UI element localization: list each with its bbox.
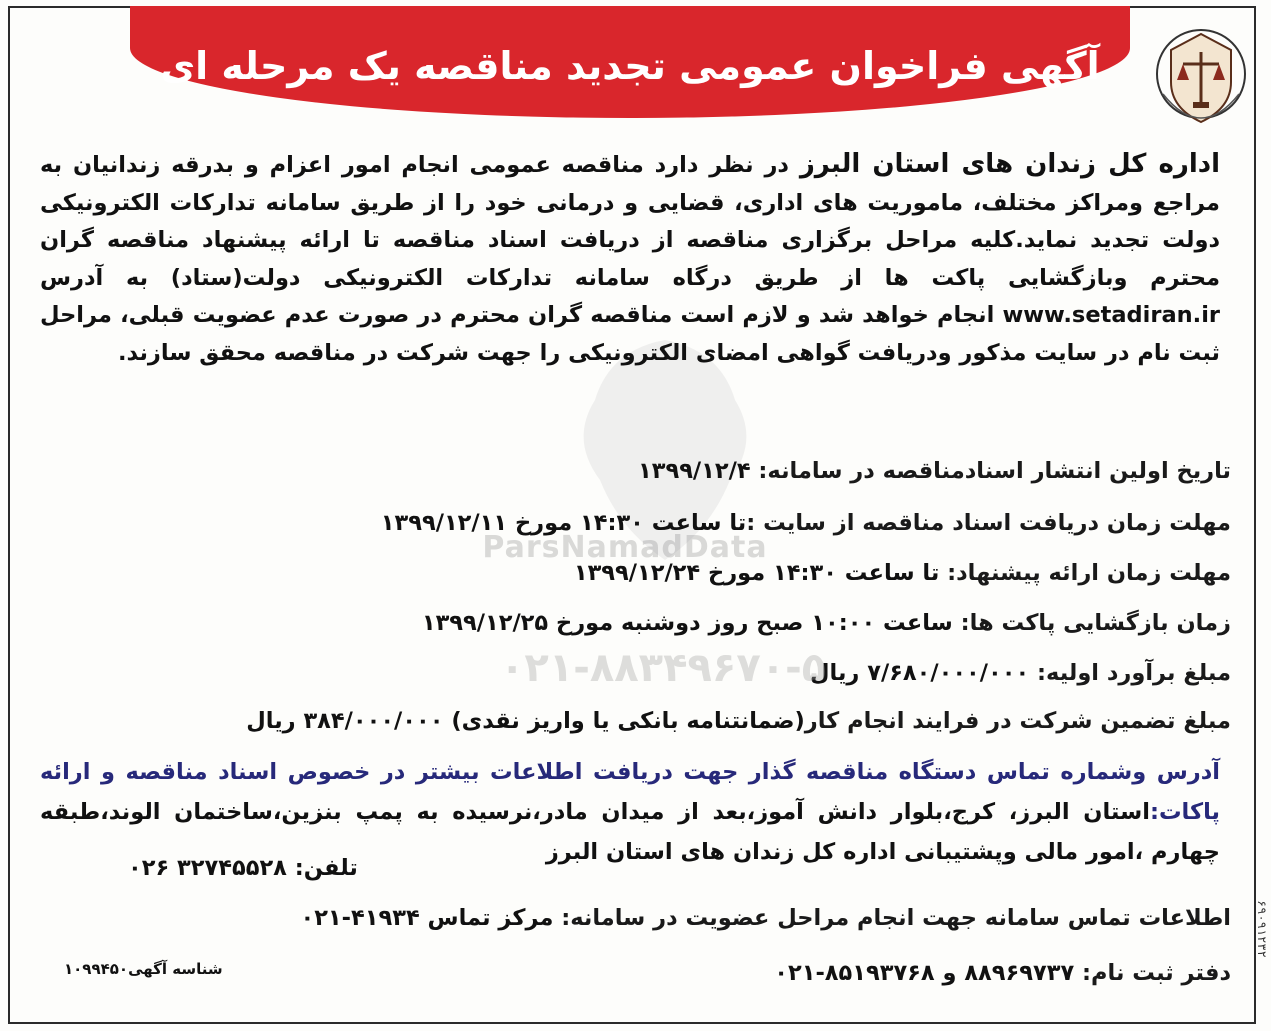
detail-value: تا ساعت ۱۴:۳۰ مورخ ۱۳۹۹/۱۲/۱۱ bbox=[380, 510, 747, 536]
phone-label: تلفن: bbox=[294, 855, 358, 881]
detail-value: (ضمانتنامه بانکی یا واریز نقدی) ۳۸۴/۰۰۰/۰۰۰ ریال bbox=[246, 708, 805, 734]
detail-label: تاریخ اولین انتشار اسنادمناقصه در سامانه: bbox=[758, 458, 1231, 484]
detail-label: مهلت زمان دریافت اسناد مناقصه از سایت : bbox=[746, 510, 1231, 536]
contact-address: استان البرز، کرج،بلوار دانش آموز،بعد از میدان مادر،نرسیده به پمپ بنزین،ساختمان الوند،طبقه چهارم ،امور مالی وپشتیبانی اداره کل زندان های استان البرز bbox=[40, 799, 1220, 865]
system-contact-label: اطلاعات تماس سامانه جهت انجام مراحل عضویت در سامانه: bbox=[561, 905, 1231, 931]
detail-label: مهلت زمان ارائه پیشنهاد: bbox=[947, 560, 1231, 586]
system-contact-row bbox=[300, 905, 1231, 931]
detail-label: مبلغ تضمین شرکت در فرایند انجام کار bbox=[804, 708, 1231, 734]
ad-title: آگهی فراخوان عمومی تجدید مناقصه یک مرحله ای bbox=[160, 44, 1100, 88]
intro-paragraph bbox=[40, 146, 1220, 372]
registration-row bbox=[774, 960, 1231, 986]
system-contact-value: مرکز تماس ۴۱۹۳۴-۰۲۱ bbox=[300, 905, 562, 931]
intro-lead: اداره کل زندان های استان البرز bbox=[799, 149, 1220, 179]
detail-row-opening-time bbox=[422, 610, 1231, 636]
detail-value: تا ساعت ۱۴:۳۰ مورخ ۱۳۹۹/۱۲/۲۴ bbox=[573, 560, 948, 586]
detail-row-publish-date bbox=[638, 458, 1231, 484]
detail-value: ۱۳۹۹/۱۲/۴ bbox=[638, 458, 759, 484]
detail-label: زمان بازگشایی پاکت ها: bbox=[960, 610, 1231, 636]
detail-row-estimated-amount bbox=[810, 660, 1231, 686]
watermark-brand: ParsNamadData bbox=[482, 530, 768, 565]
ad-id: شناسه آگهی۱۰۹۹۴۵۰ bbox=[64, 960, 223, 978]
detail-value: ۷/۶۸۰/۰۰۰/۰۰۰ ریال bbox=[810, 660, 1038, 686]
registration-label: دفتر ثبت نام: bbox=[1082, 960, 1231, 986]
watermark-phone: ۰۲۱-۸۸۳۴۹۶۷۰-۵ bbox=[500, 645, 827, 691]
side-reference-number: ۶۹۰۹۱۲۳۲ bbox=[1255, 900, 1269, 958]
registration-value: ۸۸۹۶۹۷۳۷ و ۸۵۱۹۳۷۶۸-۰۲۱ bbox=[774, 960, 1083, 986]
intro-text: در نظر دارد مناقصه عمومی انجام امور اعزام و بدرقه زندانیان به مراجع ومراکز مختلف، ماموریت های اداری، قضایی و درمانی خود را از طریق سامانه تدارکات الکترونیکی دولت تجدید نماید.کلیه مراحل برگزاری مناقصه از دریافت اسناد مناقصه تا ارائه پیشنهاد مناقصه گران محترم وبازگشایی پاکت ها از طریق درگاه سامانه تدارکات الکترونیکی دولت(ستاد) به آدرس www.setadiran.ir انجام خواهد شد و لازم است مناقصه گران محترم در صورت عدم عضویت قبلی، مراحل ثبت نام در سایت مذکور ودریافت گواهی امضای الکترونیکی را جهت شرکت در مناقصه محقق سازند. bbox=[40, 152, 1220, 366]
prison-organization-emblem-icon bbox=[1153, 24, 1249, 132]
contact-block bbox=[40, 752, 1220, 872]
detail-label: مبلغ برآورد اولیه: bbox=[1037, 660, 1231, 686]
contact-heading: آدرس وشماره تماس دستگاه مناقصه گذار جهت دریافت اطلاعات بیشتر در خصوص اسناد مناقصه و ارائه پاکات: bbox=[40, 759, 1220, 825]
phone-number: ۳۲۷۴۵۵۲۸ ۰۲۶ bbox=[128, 855, 295, 881]
contact-phone bbox=[128, 855, 358, 881]
detail-value: ساعت ۱۰:۰۰ صبح روز دوشنبه مورخ ۱۳۹۹/۱۲/۲۵ bbox=[421, 610, 961, 636]
detail-row-guarantee-amount bbox=[246, 708, 1231, 734]
